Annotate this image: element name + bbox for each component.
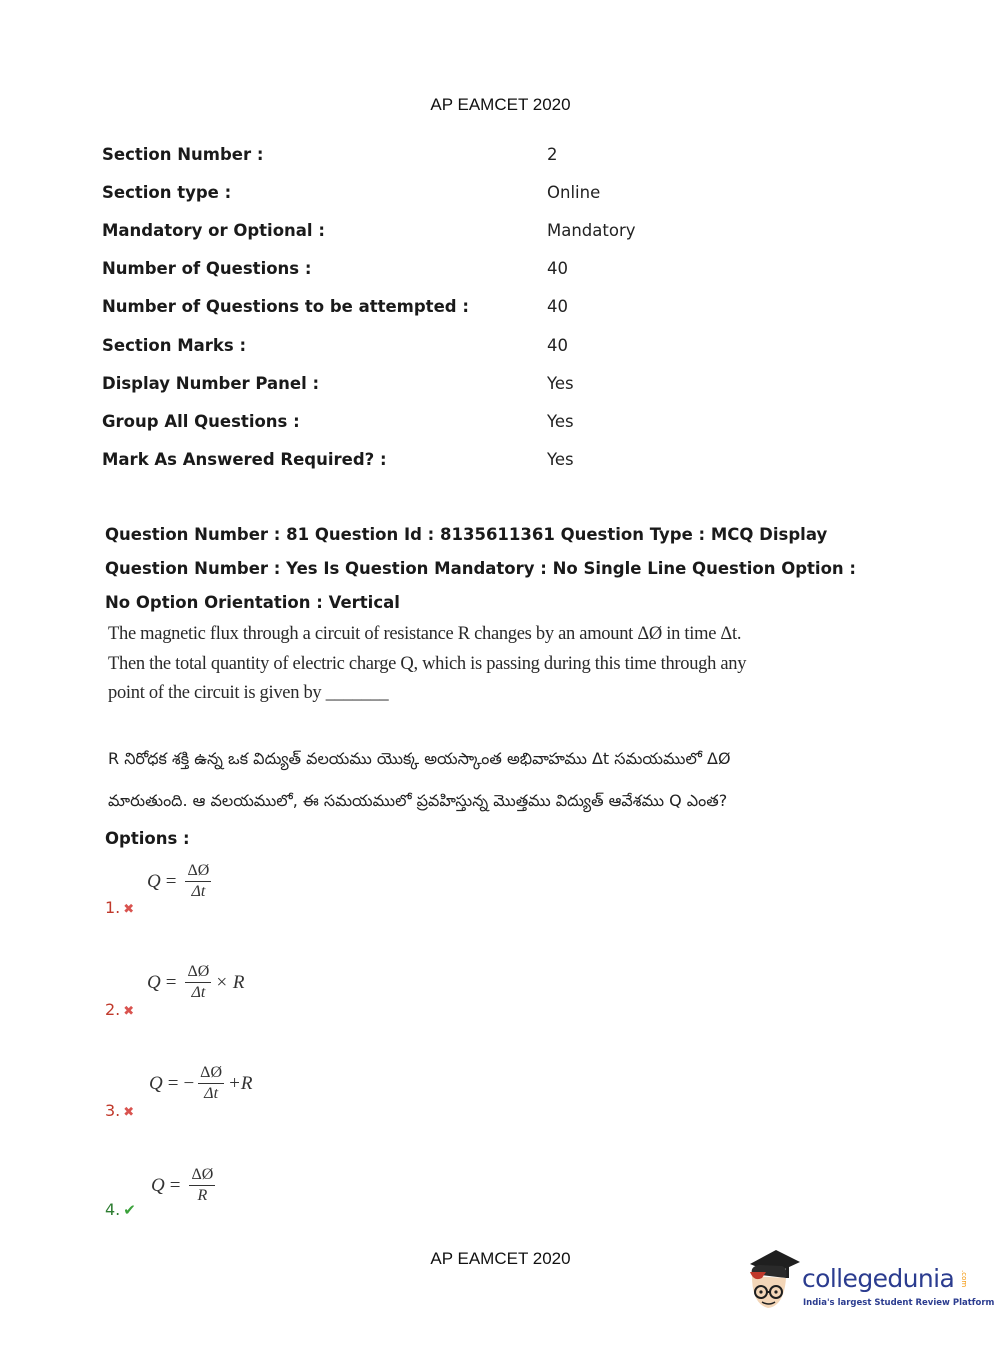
info-row-section-marks [102, 326, 902, 364]
info-label: Number of Questions to be attempted : [102, 297, 469, 317]
formula-fraction [185, 862, 211, 901]
option-2[interactable] [105, 963, 405, 1023]
info-row-section-number [102, 135, 902, 173]
wrong-mark-icon: ✖ [123, 1004, 135, 1019]
formula-equals: = [165, 971, 177, 993]
fraction-denominator: Δt [204, 1085, 219, 1102]
wrong-mark-icon: ✖ [123, 1105, 135, 1120]
option-3[interactable] [105, 1064, 405, 1124]
option-4[interactable] [105, 1166, 405, 1226]
formula-fraction [189, 1166, 215, 1205]
mascot-icon [742, 1248, 804, 1318]
fraction-denominator: R [197, 1187, 208, 1204]
option-formula [147, 963, 244, 1002]
info-value: Online [547, 182, 601, 202]
logo-tagline: India's largest Student Review Platform [803, 1298, 995, 1308]
option-number-label: 1. [105, 898, 121, 917]
fraction-denominator: Δt [191, 883, 206, 900]
options-label: Options : [105, 829, 190, 848]
option-formula [147, 862, 215, 901]
info-value: Yes [547, 411, 574, 431]
option-number [105, 1101, 134, 1120]
option-number [105, 898, 134, 917]
option-formula [151, 1166, 219, 1205]
info-label: Display Number Panel : [102, 373, 320, 393]
option-number [105, 1200, 136, 1219]
formula-suffix: × R [215, 971, 245, 993]
info-label: Number of Questions : [102, 259, 312, 279]
formula-lhs: Q [151, 1174, 165, 1196]
info-label: Section Number : [102, 144, 264, 164]
option-1[interactable] [105, 862, 405, 922]
fraction-denominator: Δt [191, 984, 206, 1001]
page-footer: AP EAMCET 2020 [430, 1249, 571, 1268]
wrong-mark-icon: ✖ [123, 902, 135, 917]
formula-lhs: Q [147, 971, 161, 993]
info-row-mandatory [102, 211, 902, 249]
question-text-english: The magnetic flux through a circuit of resistance R changes by an amount ΔØ in time Δt. Then the total quantity of electric charge Q, which is passing during this time through any point of the circuit is given by _______ [108, 624, 747, 703]
info-label: Mandatory or Optional : [102, 220, 325, 240]
info-value: 40 [547, 335, 568, 355]
info-value: Yes [547, 450, 574, 470]
info-value: 40 [547, 259, 568, 279]
info-label: Mark As Answered Required? : [102, 450, 387, 470]
option-number-label: 2. [105, 1000, 121, 1019]
option-formula [149, 1064, 252, 1103]
info-row-display-number-panel [102, 364, 902, 402]
collegedunia-logo [742, 1248, 995, 1323]
info-label: Section Marks : [102, 335, 247, 355]
info-row-mark-as-answered [102, 441, 902, 479]
info-row-section-type [102, 173, 902, 211]
section-info-table [102, 135, 902, 479]
formula-suffix: +R [228, 1072, 253, 1094]
logo-domain-suffix: .com [960, 1270, 968, 1288]
question-text-telugu: R నిరోధక శక్తి ఉన్న ఒక విద్యుత్ వలయము యొక్క అయస్కాంత అభివాహము Δt సమయములో ΔØ మారుతుంది. ఆ వలయములో, ఈ సమయములో ప్రవహిస్తున్న మొత్తము విద్యుత్ ఆవేశము Q ఎంత? [108, 749, 731, 810]
logo-wordmark: collegedunia [802, 1264, 955, 1293]
formula-lhs: Q [149, 1072, 163, 1094]
info-row-questions-to-attempt [102, 288, 902, 326]
formula-equals: = [169, 1174, 181, 1196]
fraction-numerator: ΔØ [185, 963, 211, 983]
page-header: AP EAMCET 2020 [430, 95, 571, 114]
info-label: Section type : [102, 182, 232, 202]
formula-fraction [185, 963, 211, 1002]
check-mark-icon: ✔ [123, 1201, 136, 1219]
fraction-numerator: ΔØ [198, 1064, 224, 1084]
info-row-group-all-questions [102, 402, 902, 440]
option-number [105, 1000, 134, 1019]
formula-negative-sign: − [183, 1072, 195, 1094]
fraction-numerator: ΔØ [189, 1166, 215, 1186]
info-value: Mandatory [547, 220, 636, 240]
info-value: 40 [547, 297, 568, 317]
formula-fraction [198, 1064, 224, 1103]
info-value: Yes [547, 373, 574, 393]
info-value: 2 [547, 144, 558, 164]
info-label: Group All Questions : [102, 411, 300, 431]
fraction-numerator: ΔØ [185, 862, 211, 882]
info-row-number-of-questions [102, 250, 902, 288]
formula-lhs: Q [147, 870, 161, 892]
option-number-label: 4. [105, 1200, 121, 1219]
formula-equals: = [167, 1072, 179, 1094]
option-number-label: 3. [105, 1101, 121, 1120]
question-meta: Question Number : 81 Question Id : 8135611361 Question Type : MCQ Display Question Number : Yes Is Question Mandatory : No Single Line Question Option : No Option Orientation : Vertical [105, 525, 857, 612]
formula-equals: = [165, 870, 177, 892]
